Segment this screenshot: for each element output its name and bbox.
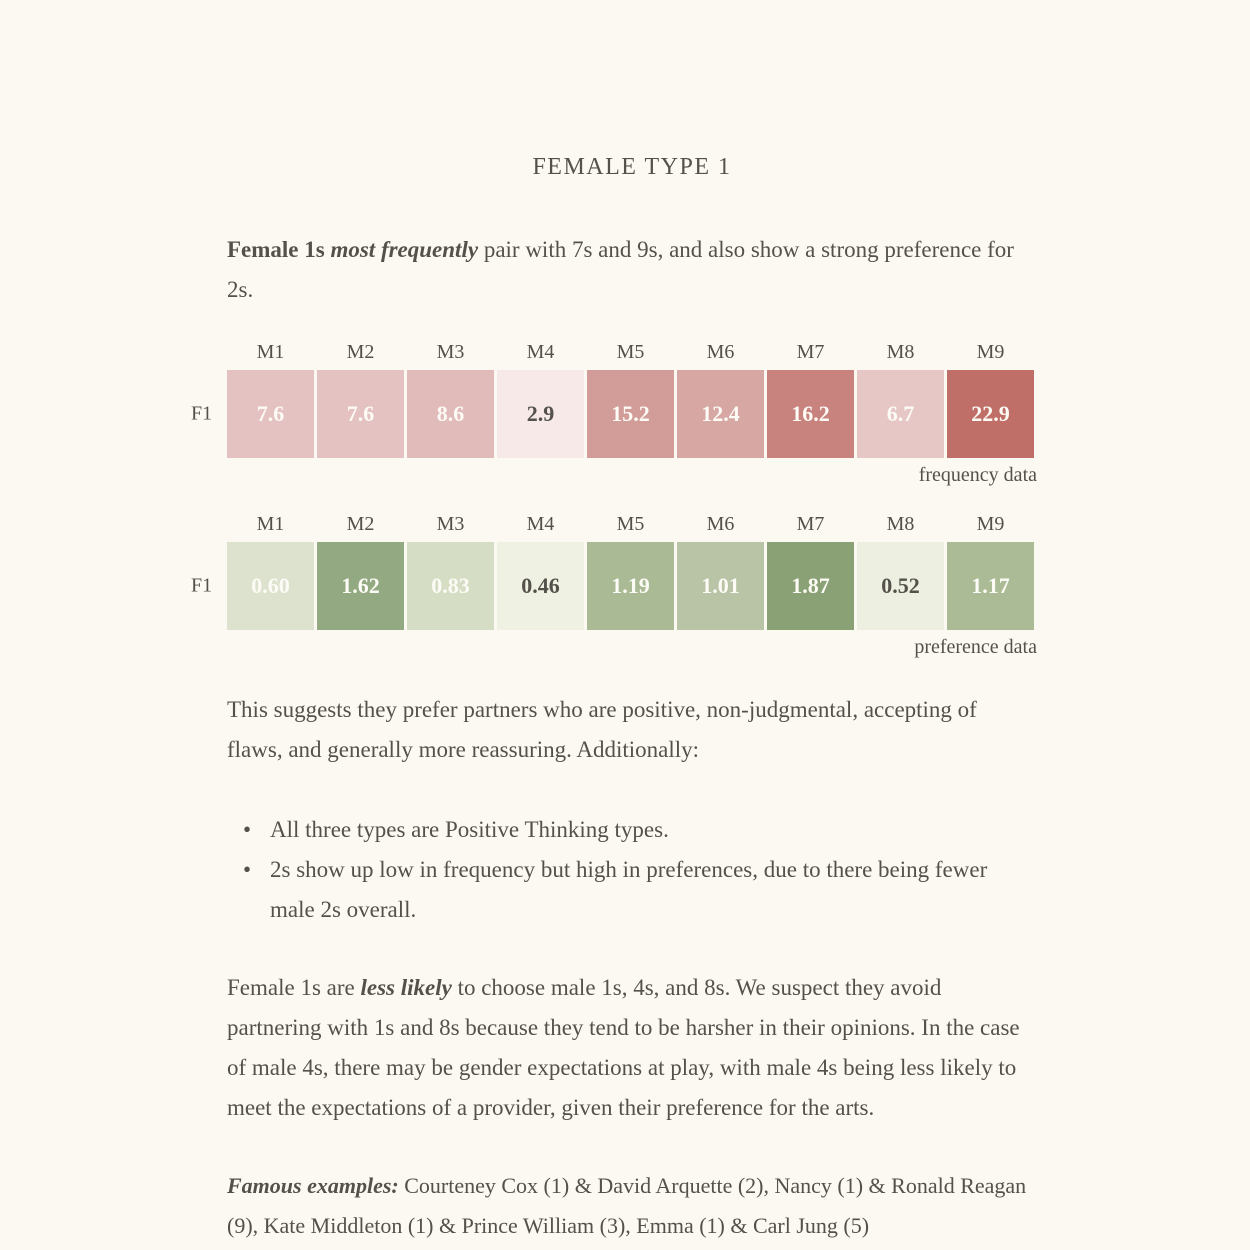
heatmap-cell-m8: 6.7: [857, 370, 944, 458]
page-title: FEMALE TYPE 1: [532, 154, 732, 180]
column-header-m9: M9: [976, 513, 1005, 535]
row-label-f1: F1: [191, 402, 213, 425]
column-header-m1: M1: [256, 513, 285, 535]
preference-heatmap: [191, 512, 1037, 660]
bullet-list: [227, 810, 1037, 930]
column-header-m3: M3: [436, 341, 465, 363]
column-header-m3: M3: [436, 513, 465, 535]
famous-examples-text: Courteney Cox (1) & David Arquette (2), Nancy (1) & Ronald Reagan (9), Kate Middleton (1) & Prince William (3), Emma (1) & Carl Jung (5): [227, 1173, 1027, 1238]
preference-column-headers: [227, 512, 1037, 536]
bullet-icon: •: [243, 817, 252, 842]
list-item-text: 2s show up low in frequency but high in preferences, due to there being fewer male 2s overall.: [270, 857, 988, 922]
column-header-m4: M4: [526, 513, 555, 535]
heatmap-cell-m6: 12.4: [677, 370, 764, 458]
heatmap-cell-m3: 0.83: [407, 542, 494, 630]
preference-row: [191, 542, 1037, 630]
heatmap-cell-m1: 7.6: [227, 370, 314, 458]
column-header-m4: M4: [526, 341, 555, 363]
paragraph-text: to choose male 1s, 4s, and 8s. We suspect they avoid partnering with 1s and 8s because they tend to be harsher in their opinions. In the case of male 4s, there may be gender expectations at play, with male 4s being less likely to meet the expectations of a provider, given their preference for the arts.: [227, 975, 1020, 1120]
column-header-m2: M2: [346, 341, 375, 363]
intro-text: pair with 7s and 9s, and also show a strong preference for 2s.: [227, 237, 1014, 302]
column-header-m6: M6: [706, 513, 735, 535]
row-label-f1: F1: [191, 574, 213, 597]
heatmap-cell-m5: 15.2: [587, 370, 674, 458]
frequency-caption: frequency data: [918, 464, 1037, 486]
column-header-m6: M6: [706, 341, 735, 363]
heatmap-cell-m2: 1.62: [317, 542, 404, 630]
list-item: [243, 850, 1003, 930]
paragraph-text: Female 1s are: [227, 975, 361, 1000]
frequency-column-headers: [227, 340, 1037, 364]
column-header-m8: M8: [886, 513, 915, 535]
heatmap-cell-m3: 8.6: [407, 370, 494, 458]
frequency-row: [191, 370, 1037, 458]
heatmap-cell-m4: 2.9: [497, 370, 584, 458]
intro-bold-lead: Female 1s: [227, 237, 325, 262]
frequency-heatmap: [191, 340, 1037, 488]
preference-caption: preference data: [914, 636, 1037, 658]
heatmap-cell-m5: 1.19: [587, 542, 674, 630]
heatmap-cell-m4: 0.46: [497, 542, 584, 630]
intro-paragraph: [227, 230, 1037, 310]
column-header-m5: M5: [616, 513, 645, 535]
less-likely-paragraph: [227, 968, 1037, 1128]
heatmap-cell-m7: 16.2: [767, 370, 854, 458]
column-header-m7: M7: [796, 513, 825, 535]
column-header-m8: M8: [886, 341, 915, 363]
suggests-paragraph: This suggests they prefer partners who are positive, non-judgmental, accepting of flaws, and generally more reassuring. Additionally:: [227, 697, 977, 762]
less-likely-emphasis: less likely: [360, 975, 452, 1000]
heatmap-cell-m1: 0.60: [227, 542, 314, 630]
column-header-m7: M7: [796, 341, 825, 363]
column-header-m2: M2: [346, 513, 375, 535]
heatmap-cell-m9: 22.9: [947, 370, 1034, 458]
column-header-m5: M5: [616, 341, 645, 363]
heatmap-cell-m9: 1.17: [947, 542, 1034, 630]
heatmap-cell-m7: 1.87: [767, 542, 854, 630]
column-header-m9: M9: [976, 341, 1005, 363]
list-item: [243, 810, 1003, 850]
bullet-icon: •: [243, 857, 252, 882]
column-header-m1: M1: [256, 341, 285, 363]
heatmap-cell-m6: 1.01: [677, 542, 764, 630]
article-content: [191, 0, 1037, 1246]
intro-italic-emphasis: most frequently: [330, 237, 479, 262]
heatmap-cell-m8: 0.52: [857, 542, 944, 630]
list-item-text: All three types are Positive Thinking types.: [270, 817, 669, 842]
famous-examples-paragraph: [227, 1166, 1037, 1246]
famous-examples-label: Famous examples:: [227, 1173, 399, 1198]
heatmap-cell-m2: 7.6: [317, 370, 404, 458]
